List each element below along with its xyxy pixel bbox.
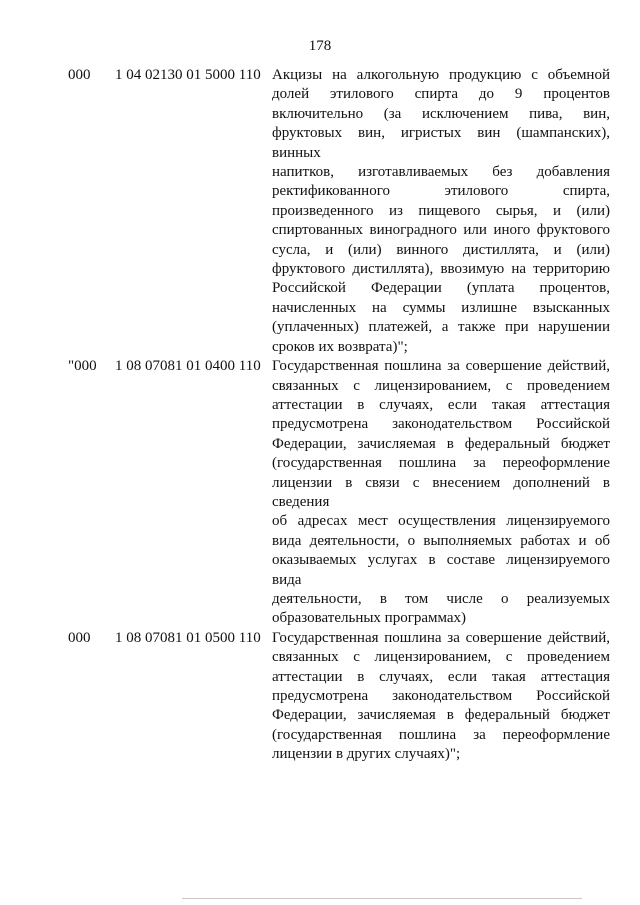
description-line: начисленных на суммы излишне взысканных <box>272 299 610 316</box>
description-line: Государственная пошлина за совершение действий, <box>272 629 610 646</box>
entry-excise-alcohol <box>0 66 640 357</box>
description-line: фруктового дистиллята), ввозимую на территорию <box>272 261 610 278</box>
description-line: лицензии в связи с внесением дополнений в сведения <box>272 474 610 510</box>
description-line: деятельности, в том числе о реализуемых <box>272 590 610 607</box>
entry-state-duty-0500 <box>0 629 640 765</box>
description-line: сусла, и (или) винного дистиллята, и (или) <box>272 241 610 258</box>
budget-classification-code: 1 04 02130 01 5000 110 <box>115 67 261 83</box>
description-line: (государственная пошлина за переоформление <box>272 726 610 743</box>
description-line: произведенного из пищевого сырья, и (или) <box>272 202 610 219</box>
description-line: Федерации, зачисляемая в федеральный бюджет <box>272 435 610 452</box>
admin-code: "000 <box>68 358 97 375</box>
description-line: ректификованного этилового спирта, <box>272 183 610 200</box>
description-line: Федерации, зачисляемая в федеральный бюджет <box>272 707 610 724</box>
entry-description <box>272 629 610 765</box>
admin-code: 000 <box>68 629 91 646</box>
description-line: предусмотрена законодательством Российской <box>272 688 610 704</box>
description-line: напитков, изготавливаемых без добавления <box>272 164 610 181</box>
description-line: Российской Федерации (уплата процентов, <box>272 280 610 297</box>
description-line: спиртованных виноградного или иного фруктового <box>272 222 610 239</box>
description-line: лицензии в других случаях)"; <box>272 746 461 763</box>
description-line: Государственная пошлина за совершение действий, <box>272 358 610 375</box>
entry-description <box>272 357 610 629</box>
description-line: аттестации в случаях, если такая аттестация <box>272 396 610 413</box>
scan-edge-line <box>182 898 582 899</box>
description-line: аттестации в случаях, если такая аттестация <box>272 668 610 685</box>
description-line: связанных с лицензированием, с проведением <box>272 649 610 666</box>
description-line: вида деятельности, о выполняемых работах и об <box>272 532 610 549</box>
description-line: сроков их возврата)"; <box>272 338 408 355</box>
entry-state-duty-0400 <box>0 357 640 629</box>
budget-code-list <box>0 66 640 765</box>
description-line: (государственная пошлина за переоформление <box>272 455 610 472</box>
description-line: долей этилового спирта до 9 процентов <box>272 86 610 103</box>
entry-description <box>272 66 610 357</box>
description-line: об адресах мест осуществления лицензируемого <box>272 513 610 530</box>
admin-code: 000 <box>68 67 91 83</box>
description-line: (уплаченных) платежей, а также при нарушении <box>272 319 610 336</box>
description-line: фруктовых вин, игристых вин (шампанских), винных <box>272 125 610 161</box>
description-line: оказываемых услугах в составе лицензируемого вида <box>272 552 610 588</box>
description-line: образовательных программах) <box>272 610 467 627</box>
page-number: 178 <box>308 38 332 54</box>
description-line: предусмотрена законодательством Российской <box>272 416 610 433</box>
description-line: связанных с лицензированием, с проведением <box>272 377 610 394</box>
description-line: Акцизы на алкогольную продукцию с объемной <box>272 67 610 83</box>
description-line: включительно (за исключением пива, вин, <box>272 105 610 122</box>
budget-classification-code: 1 08 07081 01 0400 110 <box>115 358 261 375</box>
budget-classification-code: 1 08 07081 01 0500 110 <box>115 629 261 646</box>
